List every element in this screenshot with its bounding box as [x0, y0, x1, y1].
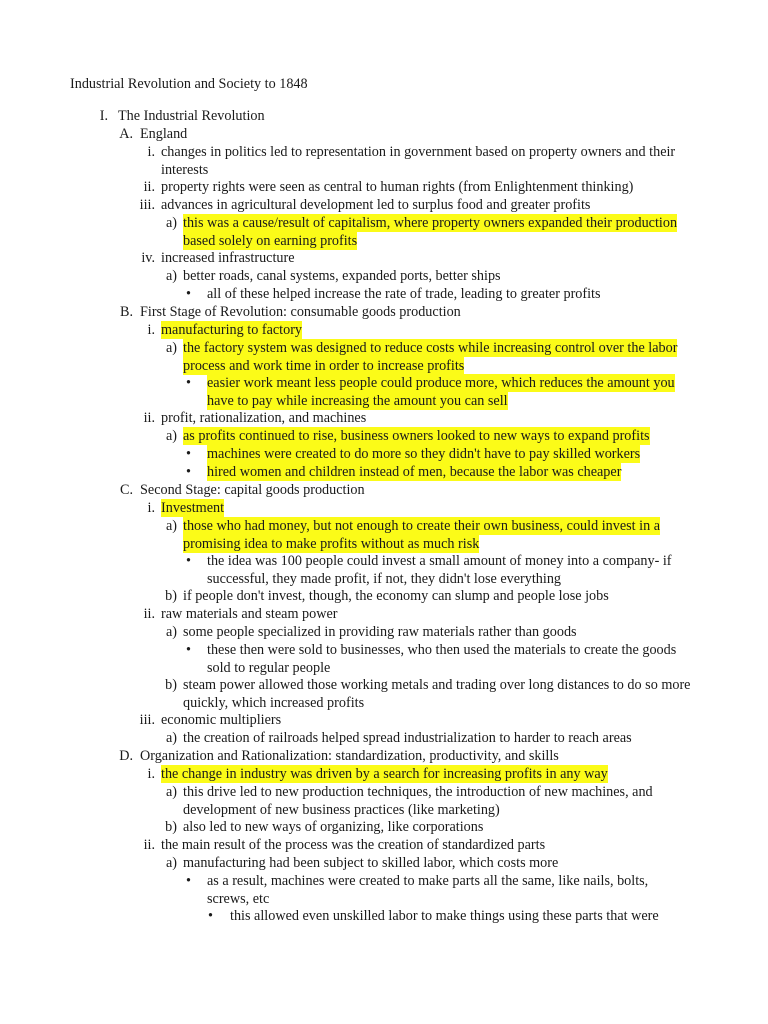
outline-marker: a) [165, 215, 177, 231]
outline-item-text [140, 126, 692, 144]
outline-marker: a) [165, 518, 177, 534]
outline-item-text [161, 250, 692, 268]
outline-item-text [140, 748, 692, 766]
outline-marker: b) [165, 677, 177, 693]
outline-item-text [183, 588, 692, 606]
bullet-marker: • [186, 464, 191, 480]
outline-item-text [161, 410, 692, 428]
outline-item [0, 588, 768, 606]
outline-marker: a) [165, 624, 177, 640]
outline-marker: I. [99, 108, 108, 124]
outline-item [0, 482, 768, 500]
outline-marker: ii. [143, 606, 155, 622]
outline-item [0, 553, 768, 588]
item-text: the creation of railroads helped spread industrialization to harder to reach areas [183, 730, 632, 746]
outline-marker: iii. [139, 197, 155, 213]
outline-item [0, 606, 768, 624]
item-text: also led to new ways of organizing, like corporations [183, 819, 484, 835]
outline-item [0, 518, 768, 553]
outline-item-text [161, 766, 692, 784]
item-text: all of these helped increase the rate of trade, leading to greater profits [207, 286, 601, 302]
outline-item [0, 250, 768, 268]
outline-item-text [161, 837, 692, 855]
outline-item [0, 340, 768, 375]
outline-item-text [183, 784, 692, 819]
item-text: better roads, canal systems, expanded ports, better ships [183, 268, 501, 284]
highlighted-text: hired women and children instead of men, because the labor was cheaper [207, 464, 622, 480]
item-text: steam power allowed those working metals and trading over long distances to do so more quickly, which increased profits [183, 677, 691, 711]
outline-item-text [183, 855, 692, 873]
outline-item [0, 286, 768, 304]
outline-item-text [161, 179, 692, 197]
outline-item [0, 446, 768, 464]
outline-item-text [207, 375, 692, 410]
outline-item [0, 500, 768, 518]
outline-item [0, 837, 768, 855]
outline-item [0, 642, 768, 677]
outline-item [0, 304, 768, 322]
outline-item [0, 855, 768, 873]
outline-item-text [161, 322, 692, 340]
outline-marker: C. [119, 482, 133, 498]
outline-item [0, 375, 768, 410]
bullet-marker: • [186, 375, 191, 391]
item-text: profit, rationalization, and machines [161, 410, 367, 426]
item-text: the idea was 100 people could invest a small amount of money into a company- if successful, they made profit, if not, they didn't lose everything [207, 553, 672, 587]
highlighted-text: as profits continued to rise, business owners looked to new ways to expand profits [183, 428, 650, 444]
highlighted-text: the factory system was designed to reduce costs while increasing control over the labor process and work time in order to increase profits [183, 340, 678, 374]
outline-item [0, 410, 768, 428]
bullet-marker: • [186, 642, 191, 658]
outline-item-text [140, 304, 692, 322]
outline-marker: A. [119, 126, 133, 142]
outline-item-text [161, 500, 692, 518]
outline-item [0, 428, 768, 446]
outline-item-text [183, 624, 692, 642]
highlighted-text: machines were created to do more so they didn't have to pay skilled workers [207, 446, 641, 462]
outline-item [0, 730, 768, 748]
outline-item [0, 179, 768, 197]
outline-marker: a) [165, 428, 177, 444]
outline-item [0, 268, 768, 286]
highlighted-text: easier work meant less people could produce more, which reduces the amount you have to pay while increasing the amount you can sell [207, 375, 675, 409]
outline-marker: a) [165, 784, 177, 800]
outline-marker: a) [165, 340, 177, 356]
outline-item [0, 712, 768, 730]
outline-marker: iii. [139, 712, 155, 728]
item-text: economic multipliers [161, 712, 282, 728]
outline-item-text [207, 286, 692, 304]
outline-item [0, 108, 768, 126]
outline-item-text [207, 464, 692, 482]
outline-marker: D. [119, 748, 133, 764]
item-text: Second Stage: capital goods production [140, 482, 365, 498]
item-text: the main result of the process was the creation of standardized parts [161, 837, 546, 853]
outline-item-text [230, 908, 692, 926]
outline-marker: B. [119, 304, 133, 320]
item-text: if people don't invest, though, the economy can slump and people lose jobs [183, 588, 609, 604]
outline-marker: ii. [143, 837, 155, 853]
outline-marker: ii. [143, 179, 155, 195]
item-text: England [140, 126, 188, 142]
outline-item-text [207, 446, 692, 464]
outline-marker: a) [165, 730, 177, 746]
outline-item [0, 677, 768, 712]
outline-item-text [118, 108, 692, 126]
item-text: property rights were seen as central to human rights (from Enlightenment thinking) [161, 179, 634, 195]
item-text: some people specialized in providing raw materials rather than goods [183, 624, 577, 640]
outline-item [0, 464, 768, 482]
highlighted-text: this was a cause/result of capitalism, where property owners expanded their production based solely on earning profits [183, 215, 678, 249]
outline-marker: i. [147, 322, 155, 338]
bullet-marker: • [186, 873, 191, 889]
outline-marker: iv. [141, 250, 155, 266]
item-text: as a result, machines were created to make parts all the same, like nails, bolts, screws, etc [207, 873, 649, 907]
item-text: this allowed even unskilled labor to make things using these parts that were [230, 908, 659, 924]
outline-item [0, 322, 768, 340]
item-text: manufacturing had been subject to skilled labor, which costs more [183, 855, 559, 871]
outline-item [0, 126, 768, 144]
item-text: First Stage of Revolution: consumable goods production [140, 304, 461, 320]
item-text: advances in agricultural development led to surplus food and greater profits [161, 197, 591, 213]
outline-marker: i. [147, 500, 155, 516]
outline-item [0, 766, 768, 784]
document-title: Industrial Revolution and Society to 1848 [70, 76, 308, 92]
outline-item-text [207, 553, 692, 588]
item-text: these then were sold to businesses, who then used the materials to create the goods sold to regular people [207, 642, 677, 676]
outline-item-text [183, 340, 692, 375]
item-text: changes in politics led to representation in government based on property owners and their interests [161, 144, 676, 178]
item-text: Organization and Rationalization: standardization, productivity, and skills [140, 748, 559, 764]
outline-marker: a) [165, 855, 177, 871]
outline-item-text [161, 144, 692, 179]
outline-list [0, 108, 768, 926]
highlighted-text: Investment [161, 500, 225, 516]
outline-item-text [161, 197, 692, 215]
item-text: this drive led to new production techniques, the introduction of new machines, and development of new business practices (like marketing) [183, 784, 653, 818]
outline-item-text [183, 215, 692, 250]
highlighted-text: manufacturing to factory [161, 322, 303, 338]
outline-marker: i. [147, 144, 155, 160]
outline-item [0, 144, 768, 179]
outline-marker: ii. [143, 410, 155, 426]
outline-item [0, 748, 768, 766]
outline-item-text [183, 677, 692, 712]
outline-marker: b) [165, 588, 177, 604]
outline-item-text [140, 482, 692, 500]
bullet-marker: • [186, 553, 191, 569]
outline-item-text [183, 819, 692, 837]
outline-item [0, 197, 768, 215]
outline-item [0, 908, 768, 926]
outline-item-text [207, 642, 692, 677]
highlighted-text: those who had money, but not enough to create their own business, could invest in a promising idea to make profits without as much risk [183, 518, 661, 552]
outline-marker: i. [147, 766, 155, 782]
bullet-marker: • [208, 908, 213, 924]
outline-item-text [183, 268, 692, 286]
item-text: raw materials and steam power [161, 606, 338, 622]
outline-marker: a) [165, 268, 177, 284]
outline-item [0, 215, 768, 250]
outline-item-text [161, 712, 692, 730]
outline-item [0, 784, 768, 819]
outline-marker: b) [165, 819, 177, 835]
item-text: increased infrastructure [161, 250, 295, 266]
outline-item [0, 819, 768, 837]
outline-item [0, 624, 768, 642]
outline-item-text [183, 518, 692, 553]
outline-item-text [183, 428, 692, 446]
highlighted-text: the change in industry was driven by a search for increasing profits in any way [161, 766, 608, 782]
outline-item-text [207, 873, 692, 908]
outline-item-text [161, 606, 692, 624]
bullet-marker: • [186, 286, 191, 302]
bullet-marker: • [186, 446, 191, 462]
item-text: The Industrial Revolution [118, 108, 265, 124]
outline-item [0, 873, 768, 908]
outline-item-text [183, 730, 692, 748]
